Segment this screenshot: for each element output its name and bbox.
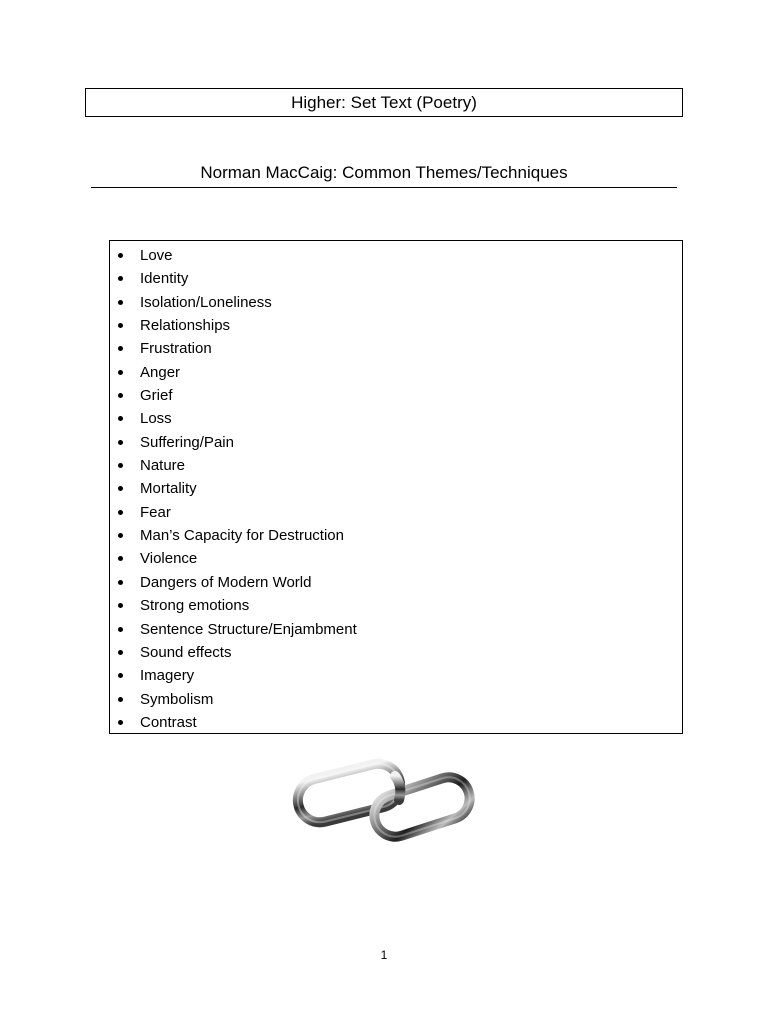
page-number: 1	[380, 948, 388, 962]
bullet-icon	[118, 253, 123, 258]
bullet-icon	[118, 510, 123, 515]
bullet-icon	[118, 720, 123, 725]
theme-label: Sound effects	[140, 643, 232, 661]
bullet-icon	[118, 370, 123, 375]
theme-label: Isolation/Loneliness	[140, 293, 272, 311]
theme-list-item	[110, 547, 682, 570]
bullet-icon	[118, 627, 123, 632]
bullet-icon	[118, 416, 123, 421]
theme-label: Identity	[140, 270, 189, 288]
theme-list-item	[110, 524, 682, 547]
theme-list-item	[110, 594, 682, 617]
theme-list-item	[110, 618, 682, 641]
theme-label: Fear	[140, 503, 171, 521]
theme-list-item	[110, 431, 682, 454]
theme-list-item	[110, 291, 682, 314]
theme-list-item	[110, 501, 682, 524]
bullet-icon	[118, 533, 123, 538]
bullet-icon	[118, 323, 123, 328]
theme-label: Man’s Capacity for Destruction	[140, 527, 344, 545]
themes-box	[109, 240, 683, 734]
theme-label: Frustration	[140, 340, 212, 358]
bullet-icon	[118, 673, 123, 678]
theme-list-item	[110, 267, 682, 290]
theme-list-item	[110, 244, 682, 267]
theme-label: Suffering/Pain	[140, 433, 234, 451]
theme-list-item	[110, 571, 682, 594]
bullet-icon	[118, 603, 123, 608]
theme-list-item	[110, 314, 682, 337]
theme-label: Contrast	[140, 713, 197, 731]
theme-list-item	[110, 407, 682, 430]
theme-list-item	[110, 337, 682, 360]
theme-label: Loss	[140, 410, 172, 428]
theme-list-item	[110, 688, 682, 711]
theme-label: Symbolism	[140, 690, 214, 708]
bullet-icon	[118, 697, 123, 702]
theme-label: Relationships	[140, 317, 231, 335]
bullet-icon	[118, 346, 123, 351]
theme-list-item	[110, 454, 682, 477]
theme-list-item	[110, 477, 682, 500]
theme-label: Nature	[140, 457, 186, 475]
theme-label: Strong emotions	[140, 597, 250, 615]
bullet-icon	[118, 556, 123, 561]
bullet-icon	[118, 276, 123, 281]
theme-list-item	[110, 711, 682, 734]
theme-list-item	[110, 664, 682, 687]
bullet-icon	[118, 393, 123, 398]
title-box	[85, 88, 683, 117]
bullet-icon	[118, 440, 123, 445]
theme-label: Dangers of Modern World	[140, 573, 312, 591]
theme-list-item	[110, 361, 682, 384]
bullet-icon	[118, 300, 123, 305]
theme-label: Grief	[140, 387, 173, 405]
themes-list	[110, 244, 682, 734]
theme-label: Anger	[140, 363, 181, 381]
theme-label: Mortality	[140, 480, 197, 498]
theme-list-item	[110, 641, 682, 664]
bullet-icon	[118, 580, 123, 585]
theme-label: Violence	[140, 550, 198, 568]
theme-list-item	[110, 384, 682, 407]
chain-links-icon	[291, 740, 477, 858]
theme-label: Love	[140, 247, 173, 264]
bullet-icon	[118, 463, 123, 468]
theme-label: Sentence Structure/Enjambment	[140, 620, 357, 638]
bullet-icon	[118, 650, 123, 655]
bullet-icon	[118, 486, 123, 491]
document-subtitle: Norman MacCaig: Common Themes/Techniques	[91, 161, 677, 188]
theme-label: Imagery	[140, 667, 195, 685]
document-title: Higher: Set Text (Poetry)	[291, 92, 477, 112]
